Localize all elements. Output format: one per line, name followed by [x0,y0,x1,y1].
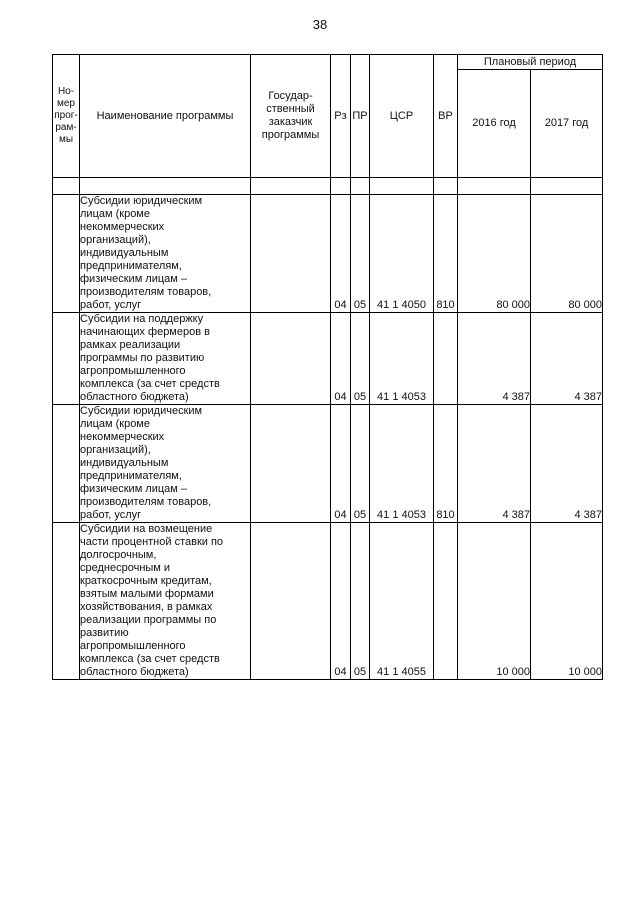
program-name-line: индивидуальным [80,457,169,469]
program-name-line: организаций), [80,234,151,246]
vr-cell: 810 [434,195,458,313]
program-name-line: предпринимателям, [80,470,182,482]
pr-cell: 05 [351,405,370,523]
table-row [53,195,603,313]
header-number-line: прог- [54,110,78,121]
amount-2017-cell: 10 000 [531,523,603,680]
program-name-cell [80,405,251,523]
header-planned-period: Плановый период [458,55,603,70]
spacer-row [53,178,603,195]
header-program-number [53,55,80,178]
header-pr: ПР [351,55,370,178]
header-number-line: мы [58,134,74,145]
page-number: 38 [312,17,328,32]
program-name-line: предпринимателям, [80,260,182,272]
customer-cell [251,195,331,313]
program-name-line: работ, услуг [80,509,142,521]
rz-cell: 04 [331,523,351,680]
header-number-line: мер [57,98,75,109]
program-name-line: долгосрочным, [80,549,157,561]
program-name-line: рамках реализации [80,339,181,351]
program-name-line: некоммерческих [80,431,165,443]
header-customer-line: ственный [266,103,315,115]
program-name-line: среднесрочным и [80,562,171,574]
program-name-line: работ, услуг [80,299,142,311]
program-name-line: производителям товаров, [80,496,212,508]
program-name-cell [80,313,251,405]
program-name-line: некоммерческих [80,221,165,233]
program-name-line: лицам (кроме [80,418,150,430]
header-customer-line: программы [261,129,320,141]
amount-2016-cell: 4 387 [458,313,531,405]
customer-cell [251,313,331,405]
pr-cell: 05 [351,523,370,680]
program-name-line: развитию [80,627,129,639]
header-customer [251,55,331,178]
program-name-line: программы по развитию [80,352,205,364]
vr-cell: 810 [434,405,458,523]
program-number-cell [53,313,80,405]
amount-2017-cell: 4 387 [531,313,603,405]
csr-cell: 41 1 4053 [370,405,434,523]
header-program-name: Наименование программы [80,55,251,178]
rz-cell: 04 [331,313,351,405]
amount-2016-cell: 4 387 [458,405,531,523]
csr-cell: 41 1 4053 [370,313,434,405]
customer-cell [251,405,331,523]
program-name-line: лицам (кроме [80,208,150,220]
program-name-line: хозяйствования, в рамках [80,601,213,613]
program-name-line: взятым малыми формами [80,588,214,600]
pr-cell: 05 [351,195,370,313]
rz-cell: 04 [331,405,351,523]
customer-cell [251,523,331,680]
header-vr: ВР [434,55,458,178]
program-name-line: Субсидии на поддержку [80,313,204,325]
amount-2016-cell: 80 000 [458,195,531,313]
table-row [53,313,603,405]
header-row-1 [53,55,603,70]
rz-cell: 04 [331,195,351,313]
pr-cell: 05 [351,313,370,405]
program-name-line: индивидуальным [80,247,169,259]
program-name-line: части процентной ставки по [80,536,224,548]
program-name-line: Субсидии юридическим [80,195,203,207]
program-name-line: областного бюджета) [80,666,189,678]
program-name-line: агропромышленного [80,640,186,652]
vr-cell [434,313,458,405]
csr-cell: 41 1 4050 [370,195,434,313]
program-name-line: организаций), [80,444,151,456]
program-name-line: областного бюджета) [80,391,189,403]
program-name-line: краткосрочным кредитам, [80,575,212,587]
program-name-line: физическим лицам – [80,273,188,285]
header-number-line: рам- [55,122,77,133]
table-row [53,405,603,523]
program-name-line: комплекса (за счет средств [80,378,220,390]
program-name-line: производителям товаров, [80,286,212,298]
program-number-cell [53,195,80,313]
vr-cell [434,523,458,680]
program-number-cell [53,523,80,680]
csr-cell: 41 1 4055 [370,523,434,680]
header-rz: Рз [331,55,351,178]
budget-table [52,54,603,680]
header-year-2016: 2016 год [458,70,531,178]
program-name-line: Субсидии юридическим [80,405,203,417]
amount-2017-cell: 80 000 [531,195,603,313]
header-year-2017: 2017 год [531,70,603,178]
program-name-line: начинающих фермеров в [80,326,210,338]
header-number-line: Но- [57,86,75,97]
program-name-cell [80,195,251,313]
program-name-line: комплекса (за счет средств [80,653,220,665]
program-name-cell [80,523,251,680]
program-name-line: Субсидии на возмещение [80,523,213,535]
header-csr: ЦСР [370,55,434,178]
header-customer-line: заказчик [268,116,313,128]
table-row [53,523,603,680]
program-name-line: реализации программы по [80,614,217,626]
amount-2016-cell: 10 000 [458,523,531,680]
program-number-cell [53,405,80,523]
header-customer-line: Государ- [268,90,313,102]
amount-2017-cell: 4 387 [531,405,603,523]
program-name-line: физическим лицам – [80,483,188,495]
program-name-line: агропромышленного [80,365,186,377]
